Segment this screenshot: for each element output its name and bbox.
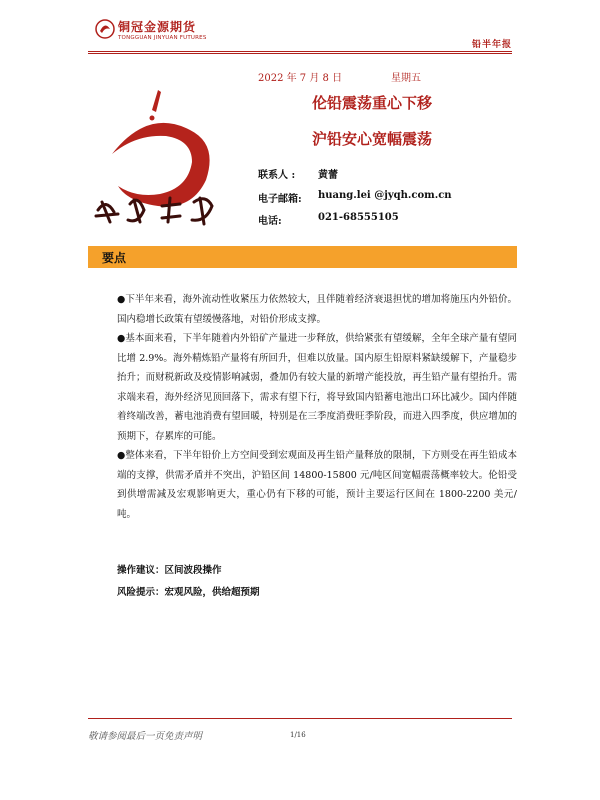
contact-email-label: 电子邮箱:	[258, 194, 302, 205]
contact-name: 黄蕾	[318, 170, 338, 181]
company-name: 铜冠金源期货	[118, 20, 197, 34]
company-logo-icon	[94, 18, 116, 40]
section-banner	[88, 246, 517, 268]
report-date: 2022 年 7 月 8 日	[258, 73, 343, 84]
report-type: 铅半年报	[471, 40, 512, 50]
page-header	[88, 14, 512, 50]
footer-divider	[88, 718, 512, 719]
header-divider-2	[88, 53, 512, 54]
contact-phone-row	[258, 212, 399, 227]
report-title-1: 伦铅震荡重心下移	[312, 94, 433, 112]
disclaimer-note: 敬请参阅最后一页免责声明	[88, 731, 203, 742]
section-title: 要点	[102, 251, 127, 265]
report-title-2: 沪铅安心宽幅震荡	[312, 130, 433, 148]
body-section	[117, 290, 517, 524]
paragraph-outlook: ●下半年来看，海外流动性收紧压力依然较大，且伴随着经济衰退担忧的增加将施压内外铅价。国内稳增长政策有望缓慢落地，对铅价形成支撑。	[117, 294, 517, 325]
contact-phone-label: 电话:	[258, 216, 282, 227]
contact-email-row	[258, 190, 452, 205]
contact-phone: 021-68555105	[318, 212, 399, 223]
report-weekday: 星期五	[391, 73, 421, 84]
contact-email[interactable]: huang.lei @jyqh.com.cn	[318, 190, 452, 201]
calligraphy-artwork	[88, 90, 250, 230]
paragraph-summary: ●整体来看，下半年铅价上方空间受到宏观面及再生铅产量释放的限制，下方则受在再生铅成本端的支撑，供需矛盾并不突出，沪铅区间 14800-15800 元/吨区间宽幅震荡概率较大。伦铅受到供增需减及宏观影响更大，重心仍有下移的可能，预计主要运行区间在 1800-2200 美元/吨。	[117, 450, 517, 520]
header-divider	[88, 51, 512, 52]
page-number: 1/16	[290, 731, 306, 739]
risk-warning: 风险提示：宏观风险，供给超预期	[117, 587, 260, 598]
contact-name-row	[258, 166, 338, 181]
contact-name-label: 联系人 :	[258, 170, 296, 181]
company-name-en: TONGGUAN JINYUAN FUTURES	[118, 35, 207, 41]
paragraph-fundamentals: ●基本面来看，下半年随着内外铅矿产量进一步释放，供给紧张有望缓解，全年全球产量有望同比增 2.9%。海外精炼铅产量将有所回升，但难以放量。国内原生铅原料紧缺缓解下，产量稳步抬升；而财税新政及疫情影响减弱，叠加仍有较大量的新增产能投放，再生铅产量有望抬升。需求端来看，海外经济见顶回落下，需求有望下行，将导致国内铅蓄电池出口环比减少。国内伴随着终端改善，蓄电池消费有望回暖，特别是在三季度消费旺季阶段，而进入四季度，供应增加的预期下，存累库的可能。	[117, 333, 517, 442]
operation-advice: 操作建议：区间波段操作	[117, 565, 222, 576]
